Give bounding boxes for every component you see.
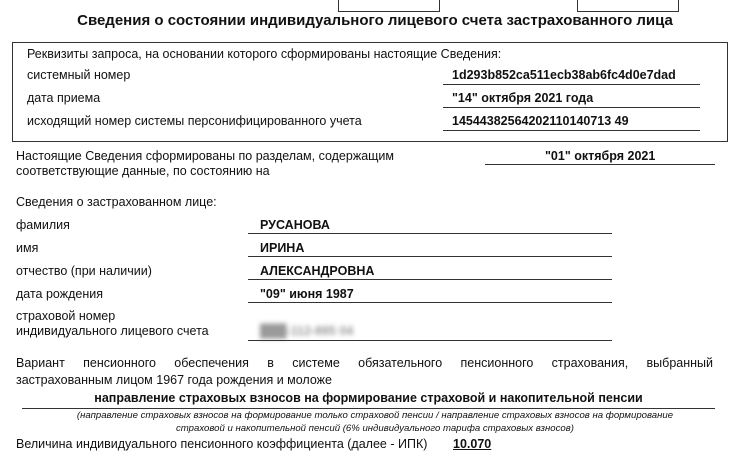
formed-line1: Настоящие Сведения сформированы по разделам, содержащим: [16, 149, 395, 163]
underline: [443, 130, 700, 131]
formed-date: "01" октября 2021: [545, 149, 656, 163]
pension-line2: застрахованным лицом 1967 года рождения и моложе: [16, 373, 332, 387]
underline: [248, 256, 612, 257]
top-box-left: [338, 0, 440, 12]
underline: [248, 340, 612, 341]
ipk-label: Величина индивидуального пенсионного коэффициента (далее - ИПК): [16, 437, 428, 451]
pension-note1: (направление страховых взносов на формирование только страховой пенсии / направление страховых взносов на формирование: [76, 410, 674, 421]
outgoing-number-label: исходящий номер системы персонифицированного учета: [27, 114, 362, 128]
underline: [248, 233, 612, 234]
surname-label: фамилия: [16, 218, 70, 232]
birthdate-value: "09" июня 1987: [260, 287, 354, 301]
birthdate-label: дата рождения: [16, 287, 104, 301]
person-heading: Сведения о застрахованном лице:: [16, 195, 217, 209]
patronymic-value: АЛЕКСАНДРОВНА: [260, 264, 375, 278]
underline: [443, 84, 700, 85]
receipt-date-value: "14" октября 2021 года: [452, 91, 594, 105]
ipk-value: 10.070: [453, 437, 492, 451]
name-value: ИРИНА: [260, 241, 305, 255]
surname-value: РУСАНОВА: [260, 218, 330, 232]
underline: [443, 107, 700, 108]
outgoing-number-value: 14544382564202110140713 49: [452, 114, 629, 128]
underline: [22, 408, 715, 409]
underline: [248, 302, 612, 303]
underline: [248, 279, 612, 280]
top-box-right: [577, 0, 679, 12]
system-number-value: 1d293b852ca511ecb38ab6fc4d0e7dad: [452, 68, 676, 82]
document-title: Сведения о состоянии индивидуального лицевого счета застрахованного лица: [77, 12, 673, 29]
pension-line1: Вариант пенсионного обеспечения в системе обязательного пенсионного страхования, выбранный: [16, 356, 713, 370]
formed-line2: соответствующие данные, по состоянию на: [16, 164, 270, 178]
snils-label-1: страховой номер: [16, 309, 116, 323]
snils-label-2: индивидуального лицевого счета: [16, 324, 209, 338]
pension-note2: страховой и накопительной пенсий (6% индивидуального тарифа страховых взносов): [176, 423, 574, 434]
pension-choice: направление страховых взносов на формирование страховой и накопительной пенсии: [94, 391, 643, 405]
name-label: имя: [16, 241, 39, 255]
request-heading: Реквизиты запроса, на основании которого сформированы настоящие Сведения:: [27, 47, 502, 61]
patronymic-label: отчество (при наличии): [16, 264, 152, 278]
receipt-date-label: дата приема: [27, 91, 101, 105]
underline: [485, 164, 715, 165]
system-number-label: системный номер: [27, 68, 131, 82]
snils-value-blurred: ███-112-885 04: [260, 324, 354, 338]
